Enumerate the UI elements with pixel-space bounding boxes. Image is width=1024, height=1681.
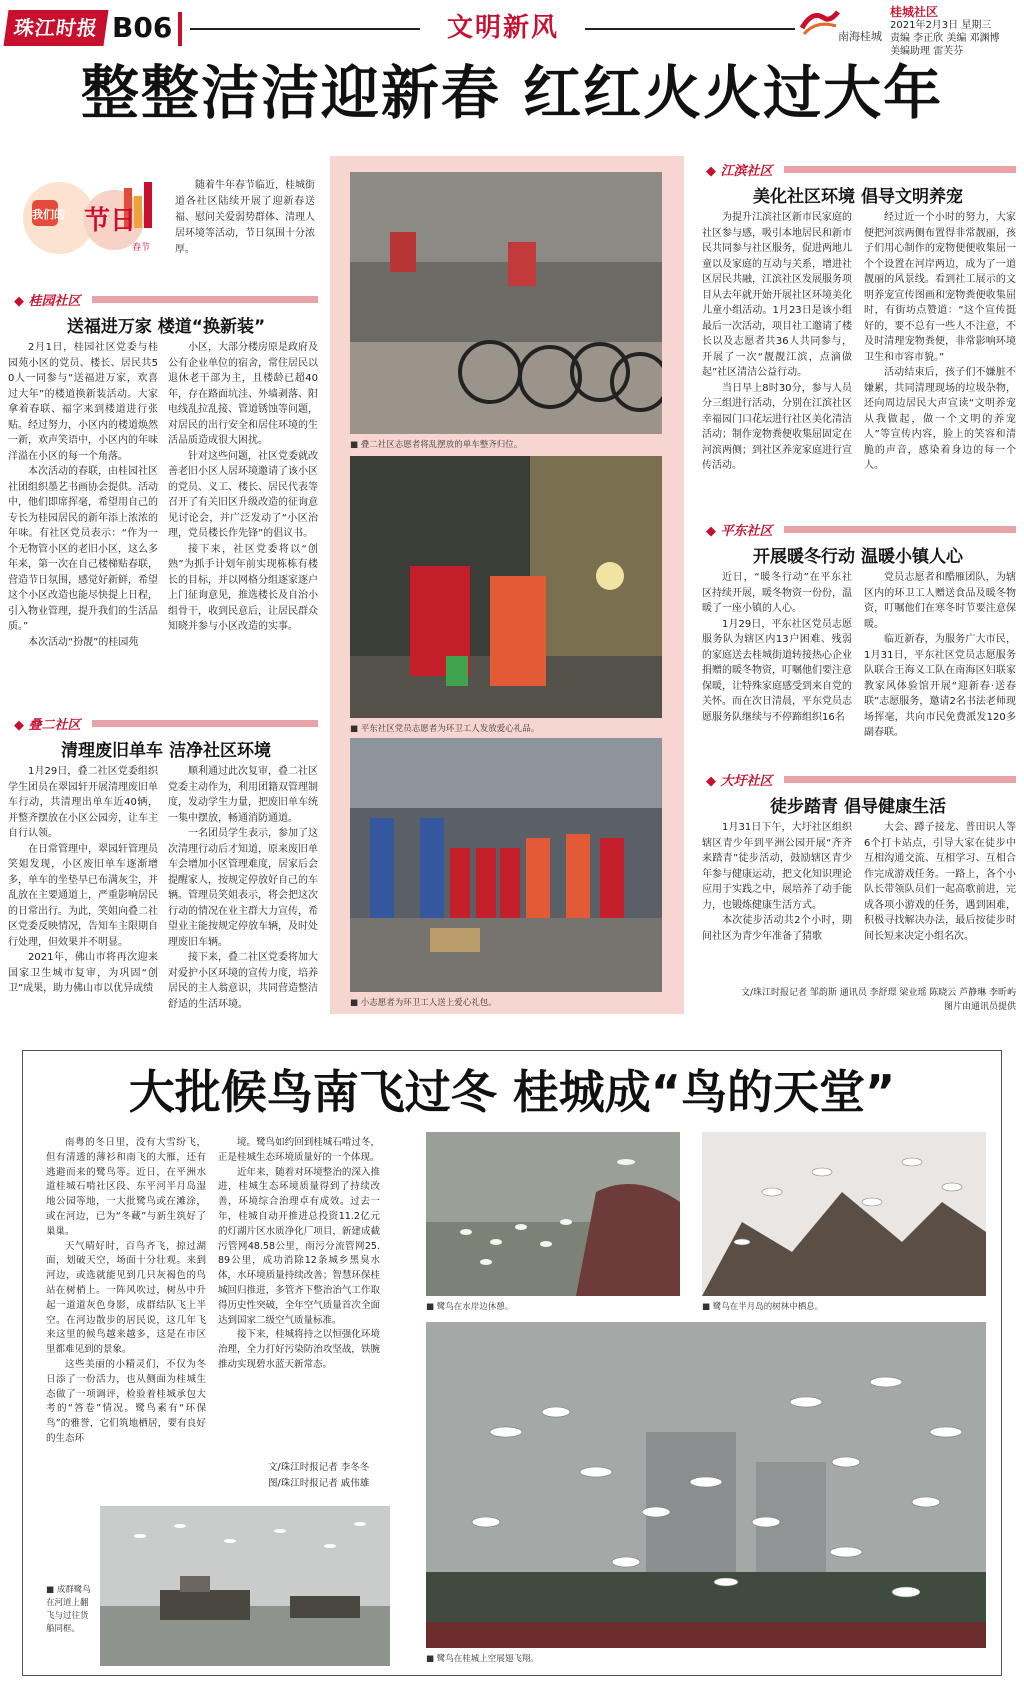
tag-bar-jiangbin <box>784 166 1016 173</box>
bird-byline: 文/珠江时报记者 李冬冬 图/珠江时报记者 戚伟雄 <box>268 1462 370 1489</box>
tag-bar-pingdong <box>784 526 1016 533</box>
bird-photo-2-image <box>702 1132 986 1296</box>
title-dieer: 清理废旧单车 洁净社区环境 <box>61 741 271 761</box>
credit-block: 文/珠江时报记者 邹韵斯 通讯员 李舒璟 梁业瑶 陈晓云 芦静琳 李昕屿 图片由通讯员提供 <box>740 988 1016 1012</box>
photo-street-image <box>350 456 662 718</box>
guiyuan-col-1: 2月1日，桂园社区党委与桂园苑小区的党员、楼长、居民共50人一同参与“送福进万家，欢喜过大年”的楼道换新装活动。大家拿着春联、福字来到楼道进行张贴。经过努力，小区内的楼道焕然一新，欢声笑语中，小区内的年味洋溢在小区的每一个角落。 本次活动的春联，由桂园社区社团组织墨艺书画协会提供。活动中，他们即席挥毫，希望用自己的专长为桂园居民的新年添上浓浓的年味。有社区党员表示：“作为一个无物管小区的老旧小区，这么多年来，第一次在自己楼梯贴春联，营造节日氛围，感觉好新鲜，希望这个小区改造也能尽快提上日程，引入物业管理，提升我们的生活品质。” 本次活动“扮靓”的桂园苑 <box>8 342 158 648</box>
bird-caption-4: ■ 鹭鸟在桂城上空展翅飞翔。 <box>426 1654 539 1664</box>
photo-bikes <box>350 172 662 434</box>
dieer-col-1: 1月29日，叠二社区党委组织学生团员在翠园轩开展清理废旧单车行动，共清理出单车近40辆，并整齐摆放在小区公园旁，让车主自行认领。 在日常管理中，翠园轩管理员笑姐发现，小区废旧单车逐渐增多，单车的坐垫早已布满灰尘，并乱放在主要通道上，严重影响居民的日常出行。为此，笑姐向叠二社区党委反映情况，告知车主限期自行处理，但效果并不明显。 2021年，佛山市将再次迎来国家卫生城市复审，为巩固“创卫”成果，助力佛山市以优异成绩 <box>8 766 158 994</box>
festival-logo-text-2: 节日 <box>84 206 137 236</box>
masthead-divider <box>178 12 182 46</box>
photo-group <box>350 738 662 992</box>
jiangbin-col-2: 经过近一个小时的努力，大家便把河滨两侧布置得非常靓丽，孩子们用心制作的宠物便便收集屈一个个设置在河岸两边，成为了一道靓丽的风景线。看到社工展示的文明养宠宣传图画和宠物粪便收集屈时，有街坊点赞道：“这个宣传挺好的，要不总有一些人不注意，不及时清理宠物粪便，非常影响环境卫生和市容市貌。” 活动结束后，孩子们不嫌脏不嫌累，共同清理现场的垃圾杂物，还向周边居民大声宣读“文明养宠从我做起，做一个文明的养宠人”等宣传内容，脸上的笑容和清脆的声音，感染着身边的每一个人。 <box>864 212 1016 471</box>
dayu-col-2: 大会、蹲子接龙、普田识人等6个打卡站点，引导大家在徒步中互相沟通交流、互相学习、互相合作完成游戏任务。一路上，各个小队长带领队员们一起高歌前进，完成各项小游戏的任务，遇到困难，积极寻找解决办法，最后按徒步时间长短来决定小组名次。 <box>864 822 1016 942</box>
center-photo-panel <box>330 156 684 1014</box>
bird-photo-4-image <box>426 1322 986 1648</box>
title-jiangbin: 美化社区环境 倡导文明养宠 <box>753 187 963 207</box>
tag-guiyuan: ◆ 桂园社区 <box>14 294 81 309</box>
bird-caption-1: ■ 鹭鸟在水岸边休憩。 <box>426 1302 514 1312</box>
bird-photo-1 <box>426 1132 680 1296</box>
pingdong-col-1: 近日，“暖冬行动”在平东社区持续开展，暖冬物资一份份，温暖了一座小镇的人心。 1月29日，平东社区党员志愿服务队为辖区内13户困难、残弱的家庭送去桂城街道转接热心企业捐赠的暖冬物资，叮嘱他们要注意保暖，让特殊家庭感受到来自党的关怀。而在次日清晨，平东党员志愿服务队继续与不停蹄组织16名 <box>702 572 852 723</box>
caption-p2: ■ 平东社区党员志愿者为环卫工人发放爱心礼品。 <box>350 724 540 734</box>
tag-bar-dieer <box>92 720 318 727</box>
jiangbin-col-1: 为提升江滨社区新市民家庭的社区参与感，吸引本地居民和新市民共同参与社区服务，促进两地儿童以及家庭的互动与关系，增进社区居民共融，江滨社区发展服务项目从去年就开始开展社区环境美化儿童小组活动。1月23日是该小组最后一次活动，项目社工邀请了楼长以及志愿者共36人共同参与，开展了一次“靓靓江滨，点滴做起”社区清洁公益行动。 当日早上8时30分，参与人员分三组进行活动，分别在江滨社区幸福园门口花坛进行社区美化清洁活动；制作宠物粪便收集屈固定在河滨两侧；到社区养宠家庭进行宣传活动。 <box>702 212 852 471</box>
section-title: 文明新风 <box>446 13 559 43</box>
editors-block <box>890 6 1000 58</box>
bird-col-2: 境。鹭鸟如约回到桂城石啃过冬，正是桂城生态环境质量好的一个体现。 近年来，随着对环境整治的深入推进，桂城生态环境质量得到了持续改善，环境综合治理卓有成效。过去一年，桂城自动开推进总投资11.2亿元的灯湖片区水质净化厂项目，新建成截污管网48.58公里，雨污分流管网25.89公里，成功消除12条城乡黑臭水体，水环境质量持续改善；智慧环保桂城回归推进，多管齐下整治治气工作取得历史性突破，全年空气质量首次全面达到国家二级空气质量标准。 接下来，桂城将持之以恒强化环境治理，全力打好污染防治攻坚战，铁腕推动实现碧水蓝天新常态。 <box>218 1137 380 1370</box>
editors-line-2: 美编助理 雷芙芬 <box>890 46 964 57</box>
photo-group-image <box>350 738 662 992</box>
title-dayu: 徒步踏青 倡导健康生活 <box>770 797 946 817</box>
tag-pingdong: ◆ 平东社区 <box>706 524 773 539</box>
bird-photo-4 <box>426 1322 986 1648</box>
tag-dayu: ◆ 大圩社区 <box>706 774 773 789</box>
bird-caption-2: ■ 鹭鸟在半月岛的树林中栖息。 <box>702 1302 824 1312</box>
bird-caption-3: ■ 成群鹭鸟在河道上翻飞与过往货船同框。 <box>46 1585 91 1634</box>
page-number: B06 <box>112 11 173 44</box>
main-headline: 整整洁洁迎新春 红红火火过大年 <box>80 59 944 127</box>
brand-name: 南海桂城 <box>838 30 882 43</box>
guiyuan-col-2: 小区，大部分楼房原是政府及公有企业单位的宿舍，常住居民以退休老干部为主，且楼龄已超40年，存在路面坑洼、外墙剥落、阳电线乱拉乱接、管道锈蚀等问题，对居民的出行安全和居住环境的生活品质造成很大困扰。 针对这些问题，社区党委就改善老旧小区人居环境邀请了该小区的党员、义工、楼长、居民代表等召开了有关旧区升级改造的征询意见讨论会，并广泛发动了“小区治理，党员楼长作先锋”的倡议书。 接下来，社区党委将以“创熟”为抓手计划年前实现栋栋有楼长的目标，并以网格分组逐家逐户上门征询意见，推选楼长及自治小组骨干，收到民意后，让居民群众知晓并参与小区改造的实事。 <box>168 342 318 632</box>
bird-col-1: 南粤的冬日里，没有大雪纷飞，但有清透的薄衫和南飞的大雁，还有逃避而来的鹭鸟等。近日，在平洲水道桂城石啃社区段、东平河半月岛湿地公园等地，一大批鹭鸟或在滩涂，或在河边，已为“冬藏”与新生筑好了巢巢。 天气晴好时，百鸟齐飞，掠过湖面，划破天空，场面十分壮观。来到河边，或选就能见到几只灰褐色的鸟站在树梢上。一阵风吹过，树丛中升起一道道灰色身影，成群结队飞上半空。在河边散步的居民说，这几年飞来这里的候鸟越来越多，这是在市区里都难见到的景象。 这些美丽的小精灵们，不仅为冬日添了一份活力，也从侧面为桂城生态做了一项调评，检验着桂城承包大考的“答卷”情况。鹭鸟素有“环保鸟”的雅誉，它们筑地栖居，要有良好的生态环 <box>46 1137 206 1444</box>
masthead-rule-right <box>585 28 795 30</box>
bird-photo-1-image <box>426 1132 680 1296</box>
issue-date: 2021年2月3日 星期三 <box>890 20 992 31</box>
dayu-col-1: 1月31日下午，大圩社区组织辖区青少年到平洲公园开展“齐齐来踏青”徒步活动，鼓励辖区青少年参与健康运动，把文化知识理论应用于实践之中，展培养了动手能力，也锻炼健康生活方式。 本次徒步活动共2个小时，期间社区为青少年准备了猜歌 <box>702 822 852 942</box>
tag-bar-guiyuan <box>92 296 318 303</box>
bird-photo-2 <box>702 1132 986 1296</box>
column-name: 桂城社区 <box>890 5 939 19</box>
bird-headline: 大批候鸟南飞过冬 桂城成“鸟的天堂” <box>128 1065 896 1119</box>
title-guiyuan: 送福进万家 楼道“换新装” <box>66 317 266 337</box>
tag-bar-dayu <box>784 776 1016 783</box>
masthead-rule-left <box>190 28 420 30</box>
festival-logo-text-3: 春节 <box>132 243 151 253</box>
caption-p3: ■ 小志愿者为环卫工人送上爱心礼包。 <box>350 998 497 1008</box>
caption-p1: ■ 叠二社区志愿者将乱摆放的单车整齐归位。 <box>350 440 523 450</box>
newspaper-logo: 珠江时报 <box>3 10 108 46</box>
bird-photo-3 <box>100 1506 390 1666</box>
dieer-col-2: 顺利通过此次复审，叠二社区党委主动作为，利用团籍双管理制度，发动学生力量，把废旧单车统一集中摆放，畅通消防通道。 一名团员学生表示，参加了这次清理行动后才知道，原来废旧单车会增加小区管理难度，居家后会提醒家人，按规定停放好自己的车辆。管理员笑姐表示，将会把这次行动的情况在业主群大力宣传，希望业主能按规定停放车辆，及时处理废旧车辆。 接下来，叠二社区党委将加大对爱护小区环境的宣传力度，培养居民的主人翁意识，共同营造整洁舒适的生活环境。 <box>168 766 318 1010</box>
tag-jiangbin: ◆ 江滨社区 <box>706 164 773 179</box>
photo-bikes-image <box>350 172 662 434</box>
editors-line-1: 责编 李正欣 美编 邓渊博 <box>890 33 1000 44</box>
pingdong-col-2: 党员志愿者和酷雁团队，为辖区内的环卫工人赠送食品及暖冬物资，叮嘱他们在寒冬时节要注意保暖。 临近新春，为服务广大市民，1月31日，平东社区党员志愿服务队联合王海义工队在南海区妇联家教家风体验馆开展“迎新春·送春联”志愿服务，邀请2名书法老师现场挥毫，共向市民免费派发120多副春联。 <box>864 572 1016 738</box>
festival-logo <box>14 170 164 260</box>
festival-logo-text-1: 我们的 <box>32 208 65 221</box>
bird-photo-3-image <box>100 1506 390 1666</box>
tag-dieer: ◆ 叠二社区 <box>14 718 81 733</box>
title-pingdong: 开展暖冬行动 温暖小镇人心 <box>753 547 963 567</box>
intro-paragraph: 随着牛年春节临近，桂城街道各社区陆续开展了迎新春送福、慰问关爱弱势群体、清理人居环境等活动，节日氛围十分浓厚。 <box>175 180 315 255</box>
photo-street <box>350 456 662 718</box>
nanhai-guicheng-logo-icon <box>800 8 840 36</box>
